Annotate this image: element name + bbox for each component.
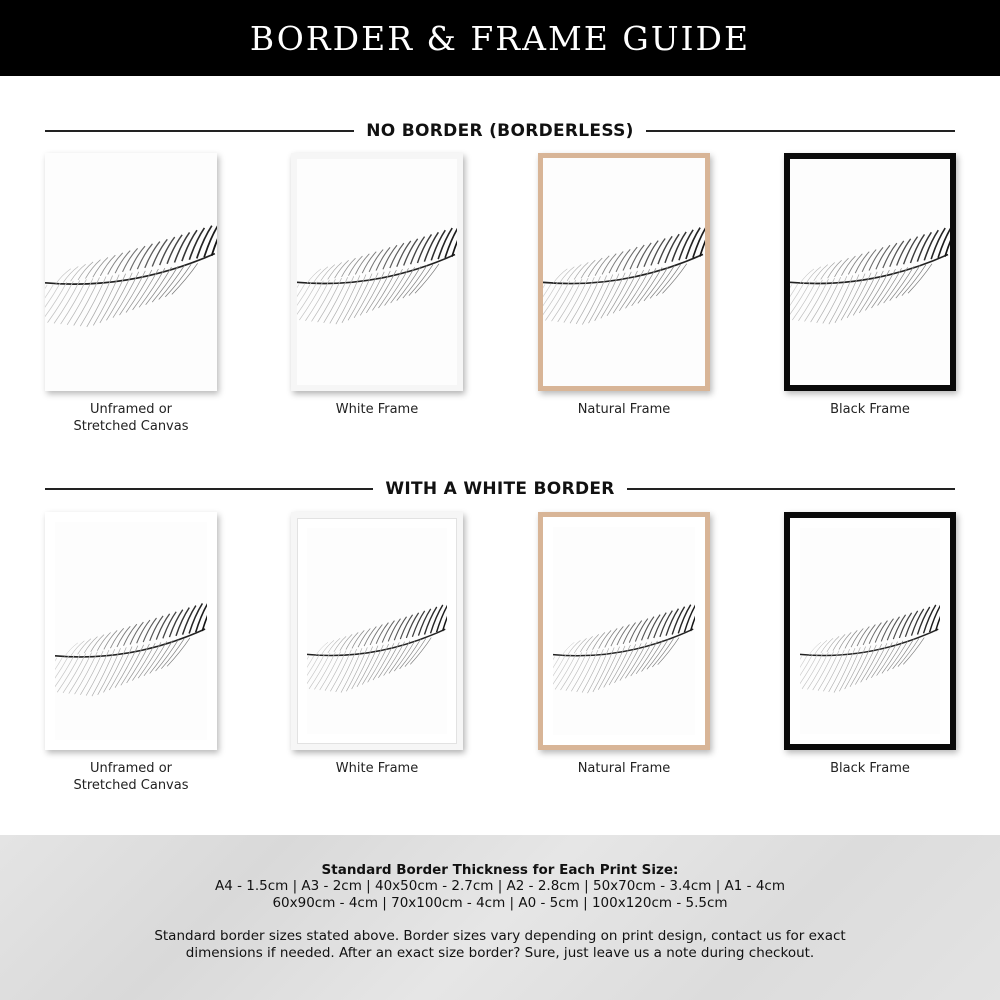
frame-option-label: Unframed or Stretched Canvas [73,761,189,793]
feather-icon [543,158,705,386]
frame-row-white-border [0,512,1000,802]
feather-icon [800,528,940,734]
divider [646,130,955,132]
feather-icon [790,159,950,385]
frame-option-natural [538,512,710,777]
footer-note [0,928,1000,962]
feather-print [543,158,705,386]
section-title: WITH A WHITE BORDER [385,479,615,499]
natural-frame-preview [538,153,710,391]
feather-print [553,527,695,735]
feather-print [790,159,950,385]
frame-option-black [784,512,956,777]
section-heading-white-border [45,477,955,501]
footer-title: Standard Border Thickness for Each Print Size: [321,862,679,878]
feather-icon [307,528,447,734]
frame-option-white [291,512,463,777]
header-banner [0,0,1000,76]
feather-icon [553,527,695,735]
frame-option-label: Black Frame [830,402,910,417]
frame-option-natural [538,153,710,418]
feather-icon [45,153,217,391]
unframed-frame-preview [45,512,217,750]
section-title: NO BORDER (BORDERLESS) [366,121,634,141]
footer-sizes-line-1: A4 - 1.5cm | A3 - 2cm | 40x50cm - 2.7cm | A2 - 2.8cm | 50x70cm - 3.4cm | A1 - 4cm [214,878,785,894]
frame-option-unframed [45,153,217,435]
frame-option-label: White Frame [335,761,419,776]
frame-option-white [291,153,463,418]
black-frame-preview [784,153,956,391]
white-frame-preview [291,512,463,750]
feather-print [307,528,447,734]
footer-note-line-1: Standard border sizes stated above. Border sizes vary depending on print design, contact us for exact [154,928,846,944]
black-frame-preview [784,512,956,750]
frame-option-black [784,153,956,418]
frame-option-unframed [45,512,217,794]
natural-frame-preview [538,512,710,750]
frame-option-label: White Frame [335,402,419,417]
section-heading-borderless [45,119,955,143]
divider [627,488,955,490]
unframed-frame-preview [45,153,217,391]
footer-sizes-line-2: 60x90cm - 4cm | 70x100cm - 4cm | A0 - 5cm | 100x120cm - 5.5cm [272,895,728,911]
frame-option-label: Natural Frame [577,402,671,417]
divider [45,130,354,132]
feather-print [45,153,217,391]
feather-print [800,528,940,734]
feather-print [297,159,457,385]
frame-row-borderless [0,153,1000,443]
page-title: BORDER & FRAME GUIDE [249,18,751,58]
frame-option-label: Black Frame [830,761,910,776]
feather-icon [297,159,457,385]
frame-option-label: Natural Frame [577,761,671,776]
footer-note-line-2: dimensions if needed. After an exact size border? Sure, just leave us a note during checkout. [185,945,815,961]
feather-icon [55,522,207,740]
white-frame-preview [291,153,463,391]
frame-option-label: Unframed or Stretched Canvas [73,402,189,434]
border-size-footer [0,835,1000,1000]
feather-print [55,522,207,740]
divider [45,488,373,490]
